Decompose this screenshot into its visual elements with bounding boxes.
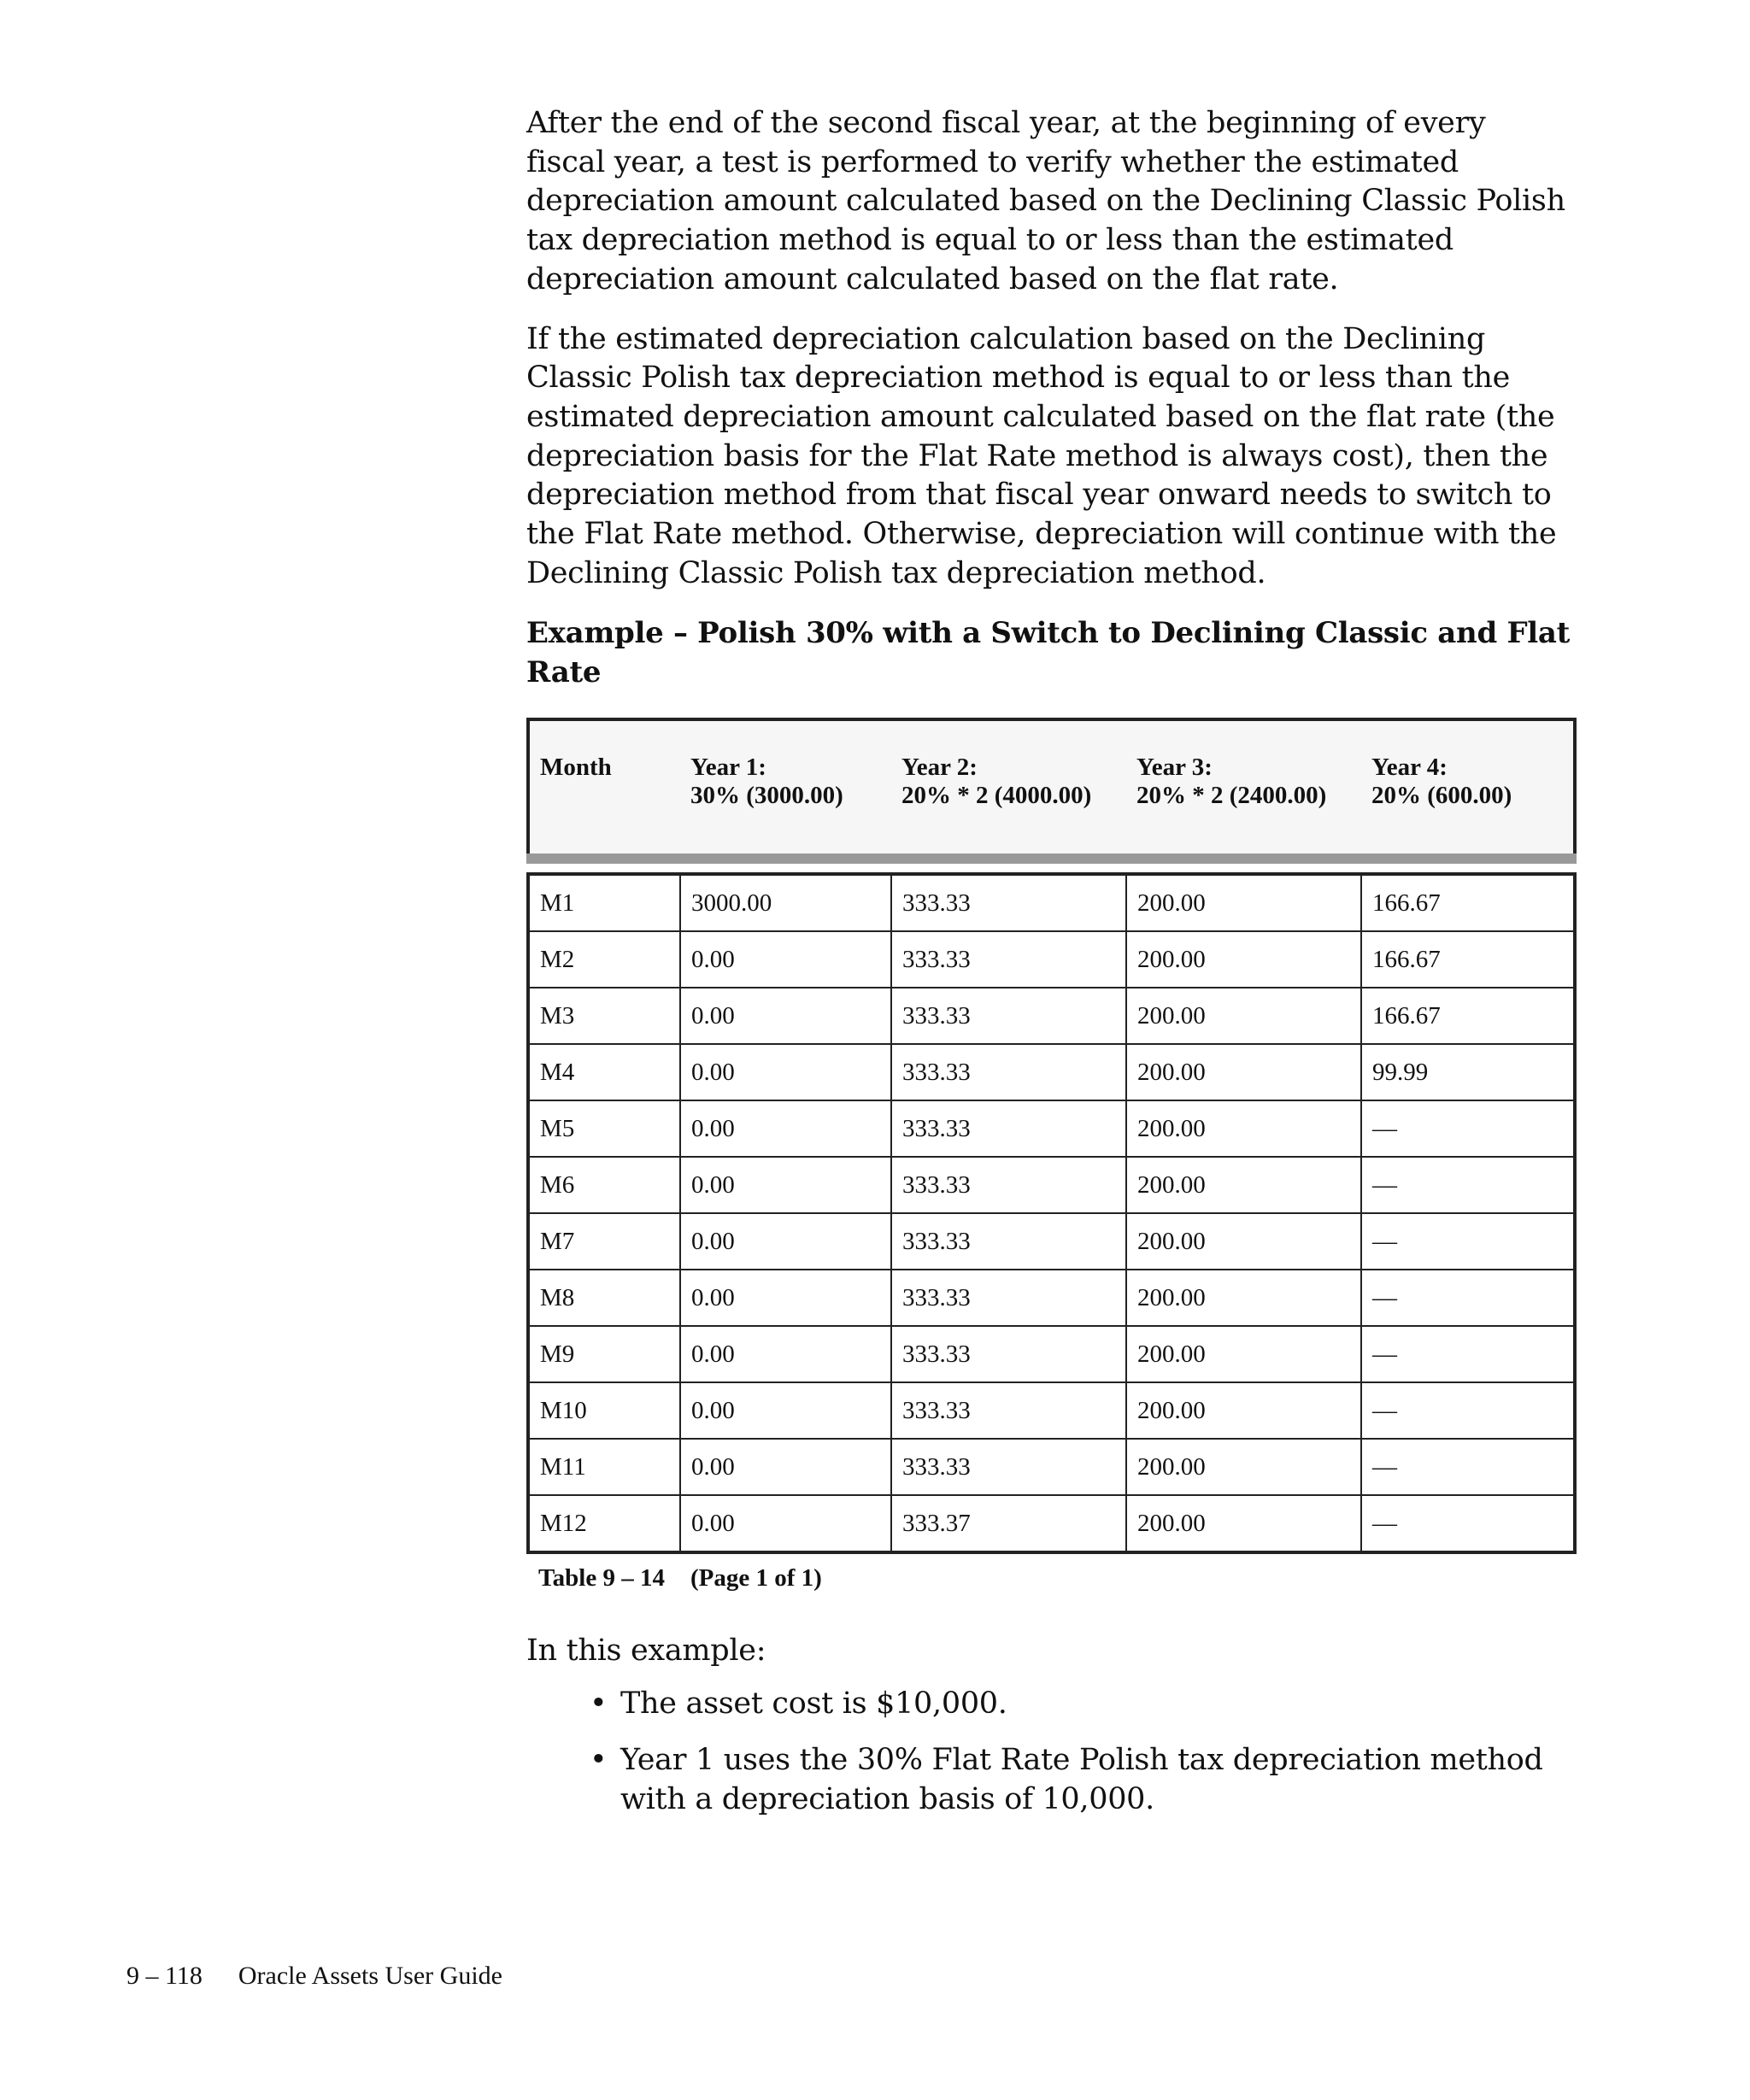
table-cell: 333.33 bbox=[891, 1326, 1126, 1382]
bullet-icon: • bbox=[590, 1686, 608, 1722]
table-cell: 0.00 bbox=[680, 931, 891, 988]
table-cell: 166.67 bbox=[1361, 931, 1575, 988]
table-cell: M2 bbox=[528, 931, 680, 988]
table-cell: 0.00 bbox=[680, 1100, 891, 1157]
bullet-list bbox=[526, 1684, 1573, 1819]
table-row bbox=[528, 1495, 1575, 1552]
table-cell: –– bbox=[1361, 1213, 1575, 1270]
table-row bbox=[528, 874, 1575, 931]
table-cell: 333.33 bbox=[891, 1439, 1126, 1495]
table-row bbox=[528, 1044, 1575, 1100]
table-cell: M12 bbox=[528, 1495, 680, 1552]
table-cell: –– bbox=[1361, 1495, 1575, 1552]
table-caption-number: Table 9 – 14 bbox=[538, 1564, 665, 1593]
table-row bbox=[528, 1270, 1575, 1326]
table-body bbox=[528, 859, 1575, 1552]
table-cell: 200.00 bbox=[1126, 874, 1361, 931]
table-row bbox=[528, 1213, 1575, 1270]
page-footer bbox=[126, 1962, 502, 1991]
table-cell: 333.33 bbox=[891, 988, 1126, 1044]
body-paragraph: After the end of the second fiscal year, at the beginning of every fiscal year, a test is performed to verify whether the estimated depreciation amount calculated based on the Declining Classic Polish tax depreciation method is equal to or less than the estimated depreciation amount calculated based on the flat rate. bbox=[526, 106, 1565, 296]
table-cell: 166.67 bbox=[1361, 988, 1575, 1044]
table-cell: M8 bbox=[528, 1270, 680, 1326]
header-year-3: Year 3: 20% * 2 (2400.00) bbox=[1126, 719, 1361, 859]
header-year-2: Year 2: 20% * 2 (4000.00) bbox=[891, 719, 1126, 859]
table-cell: M9 bbox=[528, 1326, 680, 1382]
header-year-4: Year 4: 20% (600.00) bbox=[1361, 719, 1575, 859]
table-cell: 333.33 bbox=[891, 1100, 1126, 1157]
table-cell: 0.00 bbox=[680, 1157, 891, 1213]
table-cell: 0.00 bbox=[680, 1382, 891, 1439]
table-cell: 200.00 bbox=[1126, 1495, 1361, 1552]
table-row bbox=[528, 1382, 1575, 1439]
table-cell: 0.00 bbox=[680, 1495, 891, 1552]
table-cell: 0.00 bbox=[680, 1326, 891, 1382]
table-cell: M10 bbox=[528, 1382, 680, 1439]
table-row bbox=[528, 988, 1575, 1044]
table-cell: 99.99 bbox=[1361, 1044, 1575, 1100]
table-row bbox=[528, 1326, 1575, 1382]
footer-book-title: Oracle Assets User Guide bbox=[238, 1962, 502, 1990]
table-caption-page: (Page 1 of 1) bbox=[690, 1564, 822, 1593]
table-cell: –– bbox=[1361, 1439, 1575, 1495]
table-cell: –– bbox=[1361, 1326, 1575, 1382]
page-content bbox=[526, 104, 1573, 1836]
table-cell: 200.00 bbox=[1126, 988, 1361, 1044]
body-paragraph: If the estimated depreciation calculation based on the Declining Classic Polish tax depreciation method is equal to or less than the estimated depreciation amount calculated based on the flat rate (the depreciation basis for the Flat Rate method is always cost), then the depreciation method from that fiscal year onward needs to switch to the Flat Rate method. Otherwise, depreciation will continue with the Declining Classic Polish tax depreciation method. bbox=[526, 321, 1557, 590]
table-cell: 333.37 bbox=[891, 1495, 1126, 1552]
table-cell: –– bbox=[1361, 1382, 1575, 1439]
table-caption bbox=[538, 1564, 1573, 1598]
table-cell: 200.00 bbox=[1126, 1213, 1361, 1270]
bullet-item: • Year 1 uses the 30% Flat Rate Polish tax depreciation method with a depreciation basis of 10,000. bbox=[620, 1740, 1573, 1819]
table-row bbox=[528, 931, 1575, 988]
table-cell: 200.00 bbox=[1126, 1157, 1361, 1213]
table-cell: 166.67 bbox=[1361, 874, 1575, 931]
footer-page-number: 9 – 118 bbox=[126, 1962, 203, 1990]
table-cell: 200.00 bbox=[1126, 1439, 1361, 1495]
example-heading: Example – Polish 30% with a Switch to Declining Classic and Flat Rate bbox=[526, 616, 1571, 690]
table-cell: M1 bbox=[528, 874, 680, 931]
table-row bbox=[528, 1439, 1575, 1495]
table-cell: M6 bbox=[528, 1157, 680, 1213]
table-cell: 0.00 bbox=[680, 1213, 891, 1270]
table-cell: M4 bbox=[528, 1044, 680, 1100]
table-cell: 200.00 bbox=[1126, 1382, 1361, 1439]
table-header-row bbox=[528, 719, 1575, 859]
table-cell: –– bbox=[1361, 1100, 1575, 1157]
table-cell: M5 bbox=[528, 1100, 680, 1157]
bullet-icon: • bbox=[590, 1743, 608, 1778]
table-cell: 200.00 bbox=[1126, 1270, 1361, 1326]
header-month: Month bbox=[528, 719, 680, 859]
table-cell: M7 bbox=[528, 1213, 680, 1270]
table-cell: M11 bbox=[528, 1439, 680, 1495]
example-intro: In this example: bbox=[526, 1634, 766, 1669]
table-cell: 200.00 bbox=[1126, 1326, 1361, 1382]
header-year-1: Year 1: 30% (3000.00) bbox=[680, 719, 891, 859]
table-row bbox=[528, 1100, 1575, 1157]
table-cell: 333.33 bbox=[891, 1382, 1126, 1439]
table-row bbox=[528, 1157, 1575, 1213]
depreciation-table bbox=[526, 718, 1577, 1554]
table-cell: 333.33 bbox=[891, 1044, 1126, 1100]
table-cell: 3000.00 bbox=[680, 874, 891, 931]
table-cell: 333.33 bbox=[891, 1270, 1126, 1326]
depreciation-table-container bbox=[526, 718, 1573, 1554]
table-cell: 0.00 bbox=[680, 1044, 891, 1100]
table-cell: 0.00 bbox=[680, 1270, 891, 1326]
bullet-item: • The asset cost is $10,000. bbox=[620, 1684, 1573, 1723]
table-cell: 200.00 bbox=[1126, 1100, 1361, 1157]
table-cell: M3 bbox=[528, 988, 680, 1044]
table-cell: 0.00 bbox=[680, 988, 891, 1044]
table-cell: 200.00 bbox=[1126, 1044, 1361, 1100]
table-cell: 333.33 bbox=[891, 931, 1126, 988]
table-cell: 333.33 bbox=[891, 874, 1126, 931]
table-cell: –– bbox=[1361, 1270, 1575, 1326]
table-cell: 333.33 bbox=[891, 1157, 1126, 1213]
table-cell: –– bbox=[1361, 1157, 1575, 1213]
table-cell: 0.00 bbox=[680, 1439, 891, 1495]
table-cell: 200.00 bbox=[1126, 931, 1361, 988]
table-cell: 333.33 bbox=[891, 1213, 1126, 1270]
